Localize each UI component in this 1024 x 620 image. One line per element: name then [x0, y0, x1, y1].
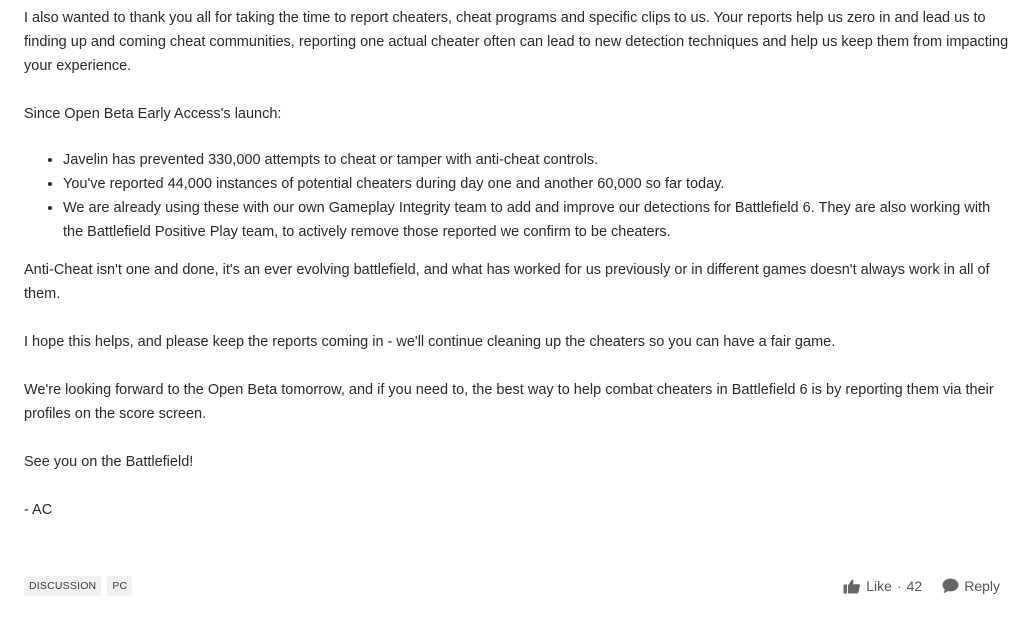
paragraph-thanks: I also wanted to thank you all for taking the time to report cheaters, cheat programs and specific clips to us. Your reports help us zero in and lead us to finding up and coming cheat communities, reporting one actual cheater often can lead to new detection techniques and help us keep them from impacting your experience.: [24, 10, 1009, 74]
like-button[interactable]: [843, 574, 922, 598]
post-footer: [24, 575, 1000, 597]
paragraph-since-launch: Since Open Beta Early Access's launch:: [24, 106, 282, 122]
like-count: 42: [906, 578, 923, 594]
like-separator: ·: [896, 578, 902, 594]
tag-pc[interactable]: PC: [107, 576, 132, 596]
list-item: • You've reported 44,000 instances of potential cheaters during day one and another 60,000 so far today.: [63, 172, 1009, 196]
tag-list: [24, 576, 132, 596]
paragraph-anti-cheat: Anti-Cheat isn't one and done, it's an ever evolving battlefield, and what has worked for us previously or in different games doesn't always work in all of them.: [24, 262, 990, 302]
tag-discussion[interactable]: DISCUSSION: [24, 576, 101, 596]
like-label: Like: [866, 578, 892, 594]
post-body: [24, 6, 1009, 546]
post-actions: [843, 574, 1000, 598]
thumbs-up-icon: [843, 578, 861, 594]
paragraph-see-you: See you on the Battlefield!: [24, 454, 194, 470]
stats-list: [24, 148, 1009, 244]
paragraph-hope: I hope this helps, and please keep the reports coming in - we'll continue cleaning up the cheaters so you can have a fair game.: [24, 334, 836, 350]
signature: - AC: [24, 502, 53, 518]
reply-button[interactable]: [942, 574, 1000, 598]
reply-label: Reply: [964, 578, 1000, 594]
paragraph-open-beta: We're looking forward to the Open Beta tomorrow, and if you need to, the best way to help combat cheaters in Battlefield 6 is by reporting them via their profiles on the score screen.: [24, 382, 994, 422]
speech-bubble-icon: [942, 578, 959, 594]
list-item: • Javelin has prevented 330,000 attempts to cheat or tamper with anti-cheat controls.: [63, 148, 1009, 172]
list-item: • We are already using these with our own Gameplay Integrity team to add and improve our detections for Battlefield 6. They are also working with the Battlefield Positive Play team, to actively remove those reported we confirm to be cheaters.: [63, 196, 1009, 244]
